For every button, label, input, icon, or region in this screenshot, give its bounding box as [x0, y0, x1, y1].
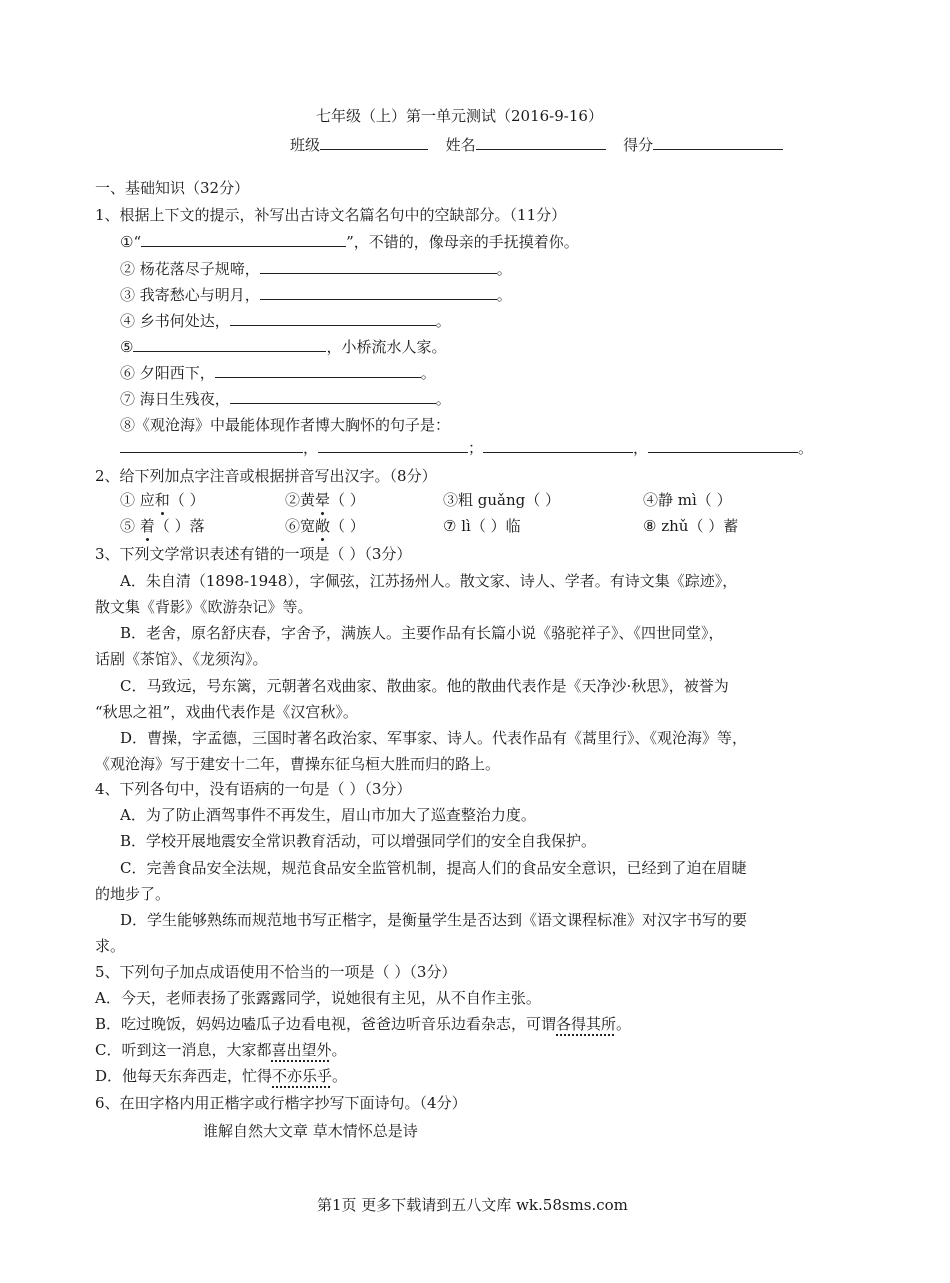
q4-line: 的地步了。: [95, 885, 171, 903]
class-field[interactable]: [320, 135, 428, 150]
poem-line: 谁解自然大文章 草木情怀总是诗: [203, 1122, 418, 1140]
blank[interactable]: [483, 438, 633, 453]
q1-item-8: ⑧《观沧海》中最能体现作者博大胸怀的句子是：: [120, 416, 451, 434]
score-field[interactable]: [653, 135, 783, 150]
q3-line: D．曹操，字孟德，三国时著名政治家、军事家、诗人。代表作品有《蒿里行》、《观沧海》等，: [120, 729, 748, 747]
class-label: 班级: [290, 136, 321, 154]
question-6-stem: 6、在田字格内用正楷字或行楷字抄写下面诗句。（4分）: [95, 1094, 467, 1112]
q2-item-1: ① 应和（ ）: [120, 491, 205, 509]
q1-item-1: ①“ ”，不错的，像母亲的手抚摸着你。: [120, 233, 579, 251]
q3-line: 《观沧海》写于建安十二年，曹操东征乌桓大胜而归的路上。: [95, 755, 501, 773]
question-3-stem: 3、下列文学常识表述有错的一项是（ ）（3分）: [95, 545, 412, 563]
q1-item-2: ② 杨花落尽子规啼， 。: [120, 260, 512, 278]
q1-item-8-blanks: ， ； ， 。: [120, 438, 813, 458]
blank[interactable]: [230, 389, 436, 404]
q2-item-3: ③粗 guǎng（ ）: [443, 491, 561, 509]
q5-option-b: B．吃过晚饭，妈妈边嗑瓜子边看电视，爸爸边听音乐边看杂志，可谓各得其所。: [95, 1015, 632, 1033]
q3-line: 散文集《背影》《欧游杂记》等。: [95, 598, 313, 616]
q2-item-7: ⑦ lì（ ）临: [443, 517, 521, 535]
q2-item-6: ⑥宽敞（ ）: [285, 517, 365, 535]
blank[interactable]: [133, 337, 326, 352]
q3-line: “秋思之祖”，戏曲代表作是《汉宫秋》。: [95, 703, 358, 721]
q4-line: 求。: [95, 937, 126, 955]
q2-item-8: ⑧ zhǔ（ ）蓄: [643, 517, 739, 535]
q1-item-7: ⑦ 海日生残夜， 。: [120, 390, 451, 408]
blank[interactable]: [318, 438, 468, 453]
q1-item-5: ⑤ ，小桥流水人家。: [120, 338, 447, 356]
q5-option-c: C．听到这一消息，大家都喜出望外。: [95, 1041, 347, 1059]
q1-item-3: ③ 我寄愁心与明月， 。: [120, 286, 512, 304]
header-fields: [290, 135, 783, 155]
q2-item-4: ④静 mì（ ）: [643, 491, 732, 509]
q5-option-d: D．他每天东奔西走，忙得不亦乐乎。: [95, 1067, 348, 1085]
question-2-stem: 2、给下列加点字注音或根据拼音写出汉字。（8分）: [95, 467, 437, 485]
q4-line: C．完善食品安全法规，规范食品安全监管机制，提高人们的食品安全意识，已经到了迫在眉睫: [120, 859, 747, 877]
q5-option-a: A．今天，老师表扬了张露露同学，说她很有主见，从不自作主张。: [95, 989, 541, 1007]
blank[interactable]: [230, 311, 436, 326]
q3-line: 话剧《茶馆》、《龙须沟》。: [95, 650, 268, 668]
blank[interactable]: [215, 363, 421, 378]
score-label: 得分: [623, 136, 654, 154]
q1-item-4: ④ 乡书何处达， 。: [120, 312, 451, 330]
name-label: 姓名: [445, 136, 476, 154]
blank[interactable]: [141, 232, 346, 247]
page-footer: 第1页 更多下载请到五八文库 wk.58sms.com: [317, 1196, 628, 1214]
section-title: 一、基础知识（32分）: [95, 179, 250, 197]
q2-item-2: ②黄晕（ ）: [285, 491, 365, 509]
name-field[interactable]: [476, 135, 606, 150]
q4-line: B．学校开展地震安全常识教育活动，可以增强同学们的安全自我保护。: [120, 832, 597, 850]
q2-item-5: ⑤ 着（ ）落: [120, 517, 205, 535]
q3-line: B．老舍，原名舒庆春，字舍予，满族人。主要作品有长篇小说《骆驼祥子》、《四世同堂》，: [120, 624, 724, 642]
blank[interactable]: [120, 438, 303, 453]
q4-line: D．学生能够熟练而规范地书写正楷字，是衡量学生是否达到《语文课程标准》对汉字书写的要: [120, 911, 748, 929]
q3-line: C．马致远，号东篱，元朝著名戏曲家、散曲家。他的散曲代表作是《天净沙·秋思》，被誉为: [120, 677, 729, 695]
question-1-stem: 1、根据上下文的提示，补写出古诗文名篇名句中的空缺部分。（11分）: [95, 206, 567, 224]
question-4-stem: 4、下列各句中，没有语病的一句是（ ）（3分）: [95, 780, 412, 798]
page-title: 七年级（上）第一单元测试（2016-9-16）: [316, 107, 603, 125]
question-5-stem: 5、下列句子加点成语使用不恰当的一项是（ ）（3分）: [95, 963, 457, 981]
blank[interactable]: [260, 285, 497, 300]
q1-item-6: ⑥ 夕阳西下， 。: [120, 364, 436, 382]
q3-line: A．朱自清（1898-1948），字佩弦，江苏扬州人。散文家、诗人、学者。有诗文集《踪迹》，: [120, 572, 738, 590]
blank[interactable]: [260, 259, 497, 274]
q4-line: A．为了防止酒驾事件不再发生，眉山市加大了巡查整治力度。: [120, 806, 536, 824]
blank[interactable]: [648, 438, 798, 453]
